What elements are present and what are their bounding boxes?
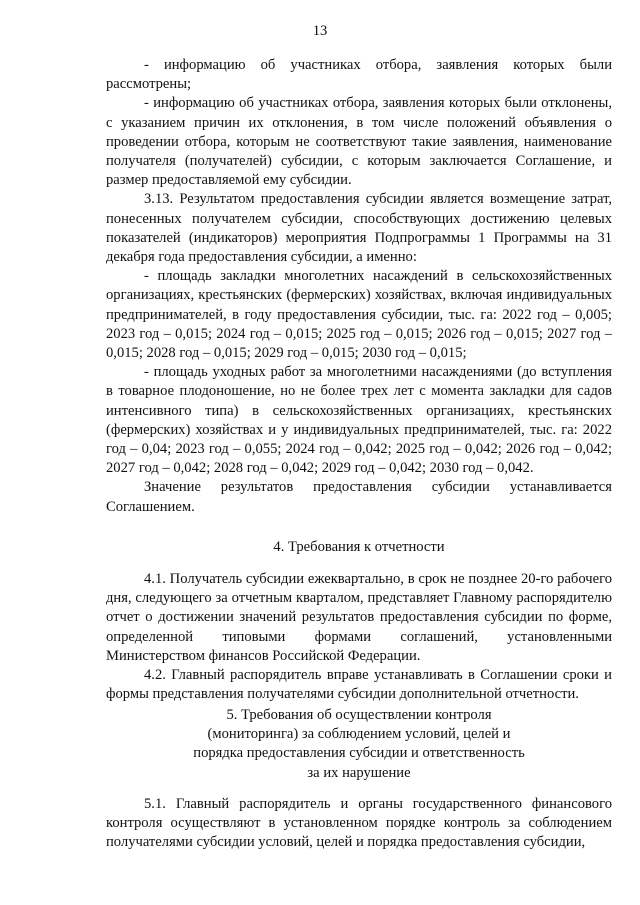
section-4-body bbox=[106, 570, 612, 704]
paragraph-planting-area: - площадь закладки многолетних насаждений в сельскохозяйственных организациях, крестьянских (фермерских) хозяйствах, включая индивидуальных предпринимателей, в году предоставления субсидии, тыс. га: 2022 год – 0,005; 2023 год – 0,015; 2024 год – 0,015; 2025 год – 0,015; 2026 год – 0,015; 2027 год – 0,015; 2028 год – 0,015; 2029 год – 0,015; 2030 год – 0,015; bbox=[106, 268, 612, 362]
section-4-title: 4. Требования к отчетности bbox=[273, 539, 445, 555]
section-3-continuation bbox=[106, 56, 612, 517]
section-5-title-line: (мониторинга) за соблюдением условий, целей и bbox=[207, 726, 511, 743]
section-5-title-line: за их нарушение bbox=[307, 764, 411, 781]
paragraph-4-1: 4.1. Получатель субсидии ежеквартально, в срок не позднее 20-го рабочего дня, следующего за отчетным кварталом, представляет Главному распорядителю отчет о достижении значений результатов предоставления субсидии по форме, определенной типовыми формами соглашений, установленными Министерством финансов Российской Федерации. bbox=[106, 571, 612, 664]
paragraph-3-13-result: 3.13. Результатом предоставления субсидии является возмещение затрат, понесенных получателем субсидии, способствующих достижению целевых показателей (индикаторов) мероприятия Подпрограммы 1 Программы на 31 декабря года предоставления субсидии, а именно: bbox=[106, 191, 612, 266]
section-5-body bbox=[106, 795, 612, 853]
paragraph-maintenance-area: - площадь уходных работ за многолетними насаждениями (до вступления в товарное плодоношение, но не более трех лет с момента закладки для садов интенсивного типа) в сельскохозяйственных организациях, крестьянских (фермерских) хозяйствах и у индивидуальных предпринимателей, тыс. га: 2022 год – 0,04; 2023 год – 0,055; 2024 год – 0,042; 2025 год – 0,042; 2026 год – 0,042; 2027 год – 0,042; 2028 год – 0,042; 2029 год – 0,042; 2030 год – 0,042. bbox=[106, 364, 612, 477]
section-4-heading bbox=[106, 538, 612, 557]
paragraph-4-2: 4.2. Главный распорядитель вправе устанавливать в Соглашении сроки и формы представления получателями субсидии дополнительной отчетности. bbox=[106, 667, 612, 703]
paragraph-considered-applicants: - информацию об участниках отбора, заявления которых были рассмотрены; bbox=[106, 57, 612, 93]
section-5-title-line: 5. Требования об осуществлении контроля bbox=[226, 707, 492, 723]
paragraph-rejected-applicants: - информацию об участниках отбора, заявления которых были отклонены, с указанием причин их отклонения, в том числе положений объявления о проведении отбора, которым не соответствуют такие заявления, наименование получателя (получателей) субсидии, с которым заключается Соглашение, и размер предоставляемой ему субсидии. bbox=[106, 95, 612, 189]
page-number: 13 bbox=[312, 23, 328, 39]
paragraph-result-value: Значение результатов предоставления субсидии устанавливается Соглашением. bbox=[106, 479, 612, 515]
section-5-heading bbox=[106, 706, 612, 783]
paragraph-5-1: 5.1. Главный распорядитель и органы государственного финансового контроля осуществляют в установленном порядке контроль за соблюдением получателями субсидии условий, целей и порядка предоставления субсидии, bbox=[106, 796, 612, 851]
section-5-title-line: порядка предоставления субсидии и ответственность bbox=[193, 745, 525, 762]
